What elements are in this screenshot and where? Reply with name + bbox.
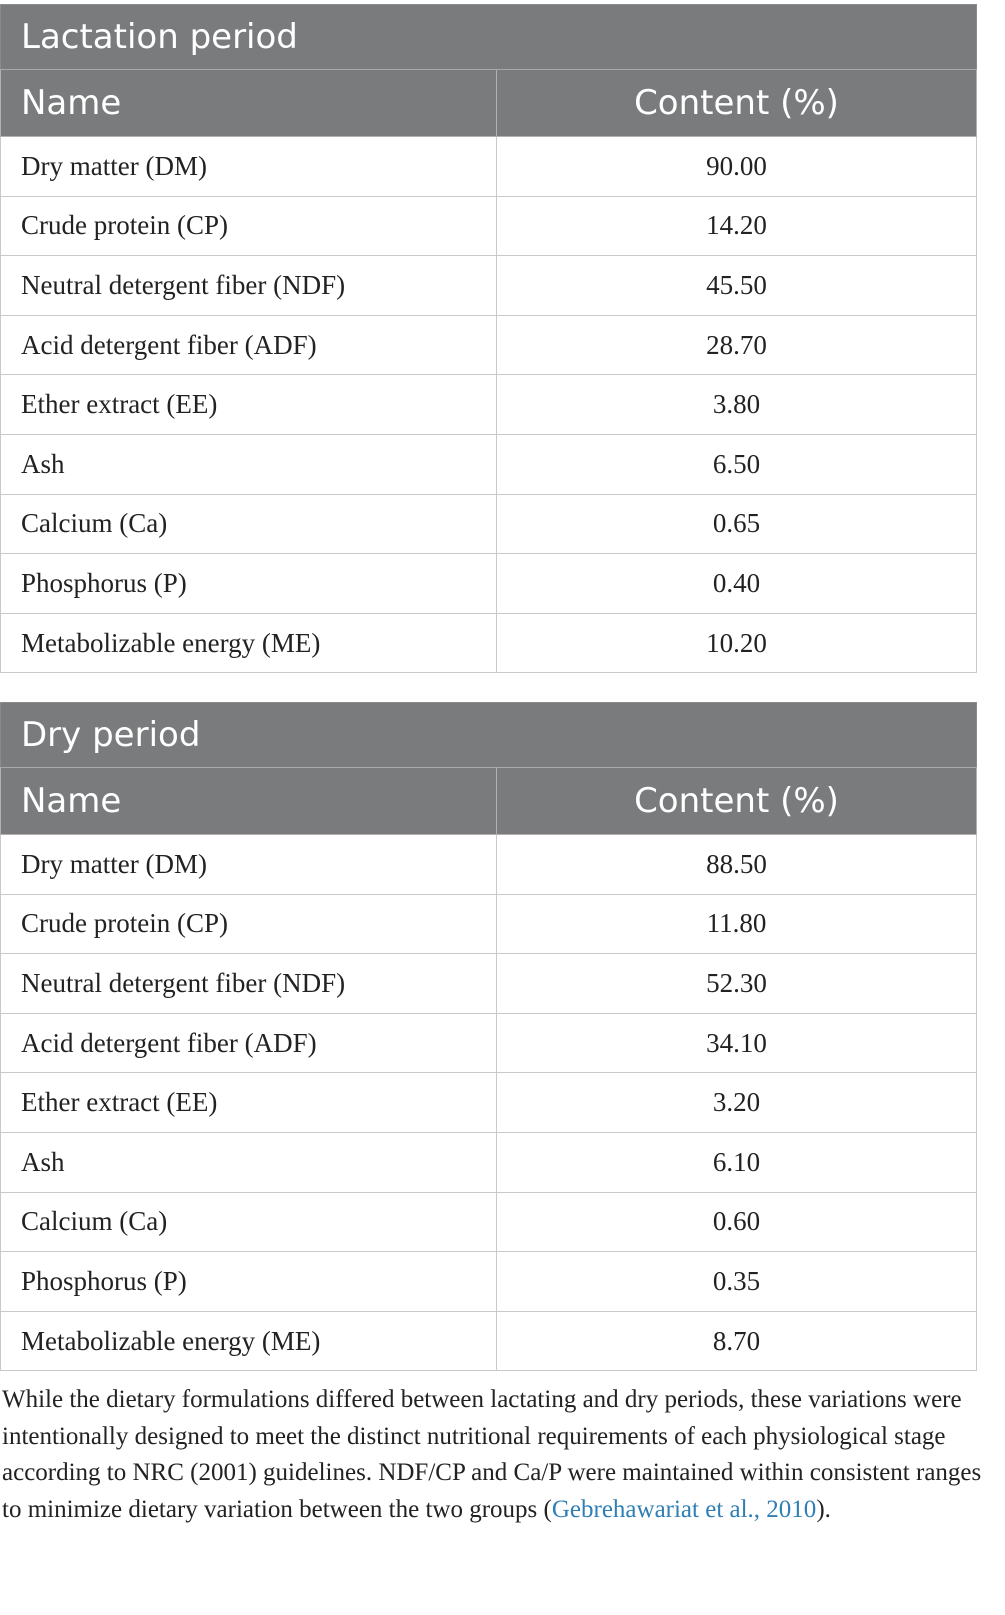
nutrient-name: Acid detergent fiber (ADF) — [1, 315, 497, 375]
table-row — [1, 954, 977, 1014]
nutrient-name: Neutral detergent fiber (NDF) — [1, 256, 497, 316]
column-header-content: Content (%) — [497, 70, 977, 137]
nutrient-name: Dry matter (DM) — [1, 137, 497, 197]
nutrient-name: Ash — [1, 1132, 497, 1192]
nutrient-name: Crude protein (CP) — [1, 894, 497, 954]
column-header-name: Name — [1, 768, 497, 835]
column-header-row — [1, 70, 977, 137]
table-row — [1, 1311, 977, 1371]
table-footnote — [2, 1382, 987, 1528]
nutrient-name: Metabolizable energy (ME) — [1, 613, 497, 673]
nutrient-name: Ether extract (EE) — [1, 375, 497, 435]
nutrient-value: 6.10 — [497, 1132, 977, 1192]
column-header-row — [1, 768, 977, 835]
nutrient-name: Calcium (Ca) — [1, 494, 497, 554]
table-row — [1, 375, 977, 435]
table-row — [1, 1252, 977, 1312]
dry-period-table — [0, 702, 976, 1371]
column-header-name: Name — [1, 70, 497, 137]
nutrient-value: 28.70 — [497, 315, 977, 375]
nutrient-name: Calcium (Ca) — [1, 1192, 497, 1252]
table-row — [1, 1132, 977, 1192]
nutrient-value: 0.65 — [497, 494, 977, 554]
lactation-period-table — [0, 4, 976, 673]
table-row — [1, 1013, 977, 1073]
nutrient-value: 10.20 — [497, 613, 977, 673]
nutrient-name: Acid detergent fiber (ADF) — [1, 1013, 497, 1073]
nutrient-value: 3.80 — [497, 375, 977, 435]
table-row — [1, 315, 977, 375]
nutrient-name: Phosphorus (P) — [1, 1252, 497, 1312]
nutrient-value: 8.70 — [497, 1311, 977, 1371]
section-title: Dry period — [1, 703, 977, 768]
nutrient-value: 90.00 — [497, 137, 977, 197]
nutrient-value: 3.20 — [497, 1073, 977, 1133]
nutrient-name: Dry matter (DM) — [1, 835, 497, 895]
table-row — [1, 554, 977, 614]
nutrient-value: 0.40 — [497, 554, 977, 614]
table-row — [1, 1192, 977, 1252]
table-row — [1, 137, 977, 197]
table-row — [1, 613, 977, 673]
footnote-closing: ). — [816, 1495, 831, 1523]
table-row — [1, 894, 977, 954]
nutrient-value: 88.50 — [497, 835, 977, 895]
footnote-text: While the dietary formulations differed between lactating and dry periods, these variations were intentionally designed to meet the distinct nutritional requirements of each physiological stage according to NRC (2001) guidelines. NDF/CP and Ca/P were maintained within consistent ranges to minimize dietary variation between the two groups ( — [2, 1386, 982, 1523]
nutrient-value: 6.50 — [497, 434, 977, 494]
nutrient-table — [0, 4, 977, 673]
nutrient-table — [0, 702, 977, 1371]
nutrient-value: 0.35 — [497, 1252, 977, 1312]
nutrient-name: Crude protein (CP) — [1, 196, 497, 256]
nutrient-value: 45.50 — [497, 256, 977, 316]
nutrient-value: 52.30 — [497, 954, 977, 1014]
column-header-content: Content (%) — [497, 768, 977, 835]
nutrient-value: 34.10 — [497, 1013, 977, 1073]
nutrient-value: 0.60 — [497, 1192, 977, 1252]
section-header-row — [1, 5, 977, 70]
table-row — [1, 1073, 977, 1133]
nutrient-name: Ash — [1, 434, 497, 494]
nutrient-name: Neutral detergent fiber (NDF) — [1, 954, 497, 1014]
table-row — [1, 434, 977, 494]
section-header-row — [1, 703, 977, 768]
nutrient-value: 11.80 — [497, 894, 977, 954]
table-row — [1, 256, 977, 316]
table-row — [1, 494, 977, 554]
table-row — [1, 835, 977, 895]
nutrient-name: Metabolizable energy (ME) — [1, 1311, 497, 1371]
nutrient-name: Phosphorus (P) — [1, 554, 497, 614]
table-row — [1, 196, 977, 256]
nutrient-value: 14.20 — [497, 196, 977, 256]
citation-link[interactable]: Gebrehawariat et al., 2010 — [551, 1495, 817, 1523]
section-title: Lactation period — [1, 5, 977, 70]
nutrient-name: Ether extract (EE) — [1, 1073, 497, 1133]
